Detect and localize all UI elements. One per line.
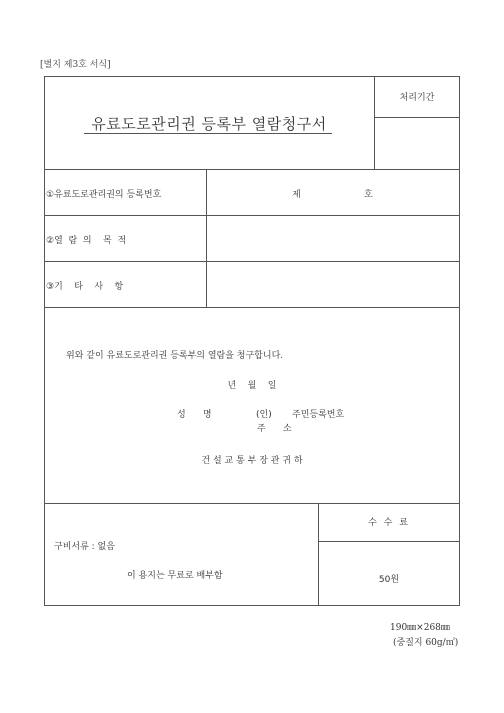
divider-value-col	[206, 169, 207, 307]
fee-value: 50원	[378, 575, 400, 585]
processing-period-label: 처리기간	[399, 93, 435, 103]
request-statement: 위와 같이 유료도로관리권 등록부의 열람을 청구합니다.	[66, 351, 284, 361]
paper-type: (중질지 60g/㎡)	[393, 638, 459, 648]
divider-fee	[318, 541, 459, 542]
registration-number-prefix: 제	[292, 190, 301, 200]
divider-processing	[374, 117, 459, 118]
divider-row2	[45, 261, 459, 262]
name-label: 성 명	[177, 410, 212, 420]
form-number-label: [별지 제3호 서식]	[40, 60, 111, 70]
registration-number-label: ①유료도로관리권의 등록번호	[46, 190, 162, 200]
form-title: 유료도로관리권 등록부 열람청구서	[91, 115, 327, 133]
divider-title	[45, 169, 459, 170]
paper-size: 190㎜×268㎜	[390, 623, 450, 633]
resident-number-label: 주민등록번호	[292, 410, 345, 420]
free-distribution-notice: 이 용지는 무료로 배부함	[127, 571, 223, 581]
divider-row3	[45, 307, 459, 308]
divider-row1	[45, 215, 459, 216]
date-line: 년 월 일	[227, 381, 277, 391]
fee-label: 수 수 료	[368, 518, 410, 528]
address-label: 주 소	[257, 424, 292, 434]
purpose-label: ②열 람 의 목 적	[46, 236, 127, 246]
registration-number-suffix: 호	[364, 190, 373, 200]
title-underline	[84, 133, 332, 134]
other-matters-label: ③기 타 사 항	[46, 282, 124, 292]
addressee: 건 설 교 통 부 장 관 귀 하	[201, 456, 303, 466]
seal-label: (인)	[256, 410, 272, 420]
attachments-label: 구비서류 : 없음	[54, 542, 115, 552]
divider-statement	[45, 503, 459, 504]
